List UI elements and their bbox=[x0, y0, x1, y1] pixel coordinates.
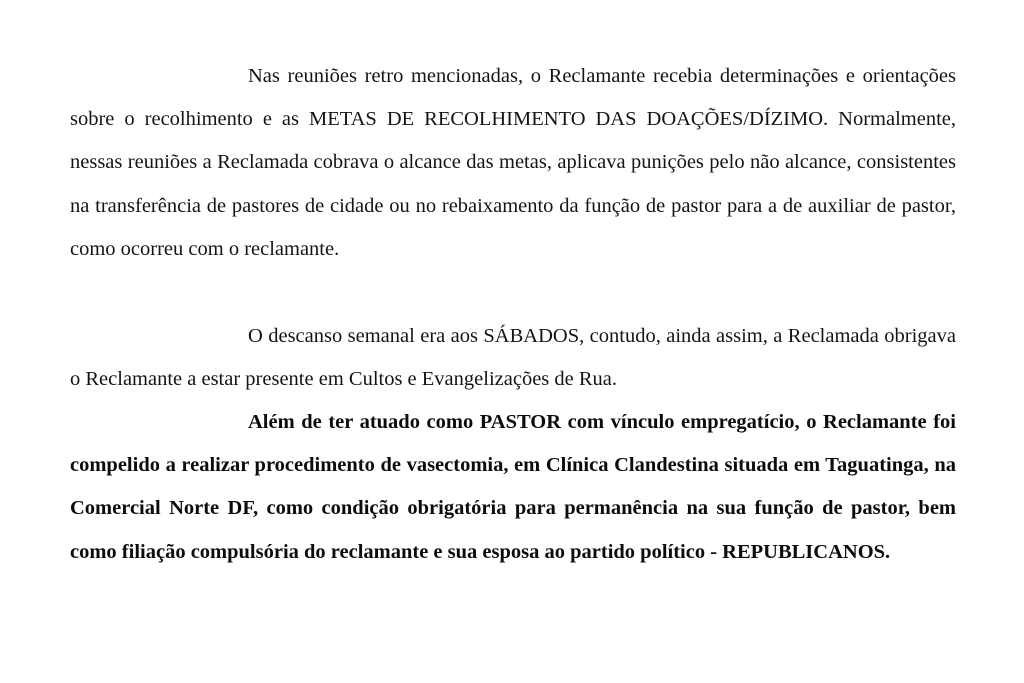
paragraph-weekly-rest: O descanso semanal era aos SÁBADOS, contudo, ainda assim, a Reclamada obrigava o Reclamante a estar presente em Cultos e Evangelizações de Rua. bbox=[70, 325, 956, 391]
paragraph-vasectomy: Além de ter atuado como PASTOR com vínculo empregatício, o Reclamante foi compelido a realizar procedimento de vasectomia, em Clínica Clandestina situada em Taguatinga, na Comercial Norte DF, como condição obrigatória para permanência na sua função de pastor, bem como filiação compulsória do reclamante e sua esposa ao partido político - REPUBLICANOS. bbox=[70, 411, 956, 563]
paragraph-meetings: Nas reuniões retro mencionadas, o Reclamante recebia determinações e orientações sobre o recolhimento e as METAS DE RECOLHIMENTO DAS DOAÇÕES/DÍZIMO. Normalmente, nessas reuniões a Reclamada cobrava o alcance das metas, aplicava punições pelo não alcance, consistentes na transferência de pastores de cidade ou no rebaixamento da função de pastor para a de auxiliar de pastor, como ocorreu com o reclamante. bbox=[70, 65, 956, 260]
